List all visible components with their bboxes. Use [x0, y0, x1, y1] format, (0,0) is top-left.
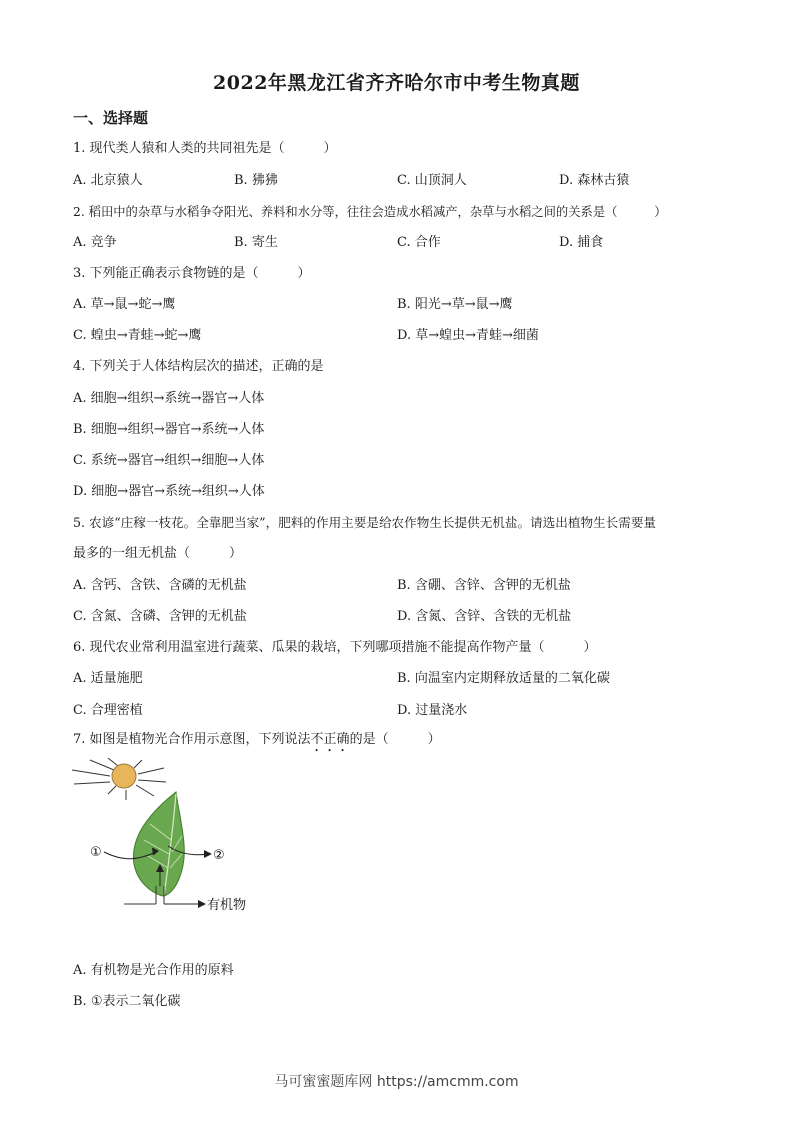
question-5-option-a: A. 含钙、含铁、含磷的无机盐	[73, 578, 247, 593]
question-7-option-b: B. ①表示二氧化碳	[73, 994, 181, 1009]
photosynthesis-diagram	[68, 758, 268, 918]
question-7-stem	[73, 731, 441, 755]
question-1-option-b: B. 狒狒	[234, 173, 278, 188]
question-3-option-a: A. 草→鼠→蛇→鹰	[73, 297, 176, 312]
question-1-option-c: C. 山顶洞人	[397, 173, 467, 188]
question-4-option-d: D. 细胞→器官→系统→组织→人体	[73, 484, 265, 499]
question-4-stem: 4. 下列关于人体结构层次的描述，正确的是	[73, 359, 324, 374]
question-3-option-d: D. 草→蝗虫→青蛙→细菌	[397, 328, 539, 343]
question-3-option-c: C. 蝗虫→青蛙→蛇→鹰	[73, 328, 202, 343]
question-1-option-a: A. 北京猿人	[73, 173, 143, 188]
question-2-stem: 2. 稻田中的杂草与水稻争夺阳光、养料和水分等，往往会造成水稻减产，杂草与水稻之间的关系是（ ）	[73, 205, 667, 219]
question-5-option-b: B. 含硼、含锌、含钾的无机盐	[397, 578, 571, 593]
question-4-option-a: A. 细胞→组织→系统→器官→人体	[73, 391, 265, 406]
question-6-option-c: C. 合理密植	[73, 703, 143, 718]
question-6-option-b: B. 向温室内定期释放适量的二氧化碳	[397, 671, 610, 686]
question-5-option-d: D. 含氮、含锌、含铁的无机盐	[397, 609, 572, 624]
question-5-stem-line2: 最多的一组无机盐（ ）	[73, 546, 243, 561]
label-organic: 有机物	[207, 898, 247, 913]
question-6-stem: 6. 现代农业常利用温室进行蔬菜、瓜果的栽培，下列哪项措施不能提高作物产量（ ）	[73, 640, 597, 655]
question-4-option-c: C. 系统→器官→组织→细胞→人体	[73, 453, 265, 468]
question-4-option-b: B. 细胞→组织→器官→系统→人体	[73, 422, 265, 437]
question-5-option-c: C. 含氮、含磷、含钾的无机盐	[73, 609, 247, 624]
label-1: ①	[90, 845, 102, 860]
question-7-stem-pre: 7. 如图是植物光合作用示意图，下列说法	[73, 732, 311, 747]
question-2-option-b: B. 寄生	[234, 235, 278, 250]
question-2-option-a: A. 竞争	[73, 235, 117, 250]
leaf-icon	[124, 792, 184, 904]
section-heading: 一、选择题	[73, 109, 149, 127]
question-5-stem-line1: 5. 农谚“庄稼一枝花。全靠肥当家”，肥料的作用主要是给农作物生长提供无机盐。请选出植物生长需要量	[73, 515, 657, 530]
question-2-option-c: C. 合作	[397, 235, 441, 250]
photosynthesis-diagram-svg	[68, 758, 268, 918]
label-2: ②	[213, 848, 225, 863]
question-6-option-d: D. 过量浇水	[397, 703, 468, 718]
question-1-option-d: D. 森林古猿	[559, 173, 630, 188]
question-3-stem: 3. 下列能正确表示食物链的是（ ）	[73, 266, 311, 281]
sun-icon	[72, 758, 166, 800]
question-7-option-a: A. 有机物是光合作用的原料	[73, 963, 234, 978]
question-7-stem-emphasis: 不正确	[310, 732, 350, 747]
footer-watermark: 马可蜜蜜题库网 https://amcmm.com	[274, 1074, 519, 1090]
question-3-option-b: B. 阳光→草→鼠→鹰	[397, 297, 513, 312]
page-title: 2022年黑龙江省齐齐哈尔市中考生物真题	[213, 72, 580, 94]
question-1-stem: 1. 现代类人猿和人类的共同祖先是（ ）	[73, 141, 337, 156]
question-2-option-d: D. 捕食	[559, 235, 604, 250]
question-6-option-a: A. 适量施肥	[73, 671, 143, 686]
arrow-organic-icon	[164, 900, 206, 908]
question-7-stem-post: 的是（ ）	[349, 732, 441, 747]
